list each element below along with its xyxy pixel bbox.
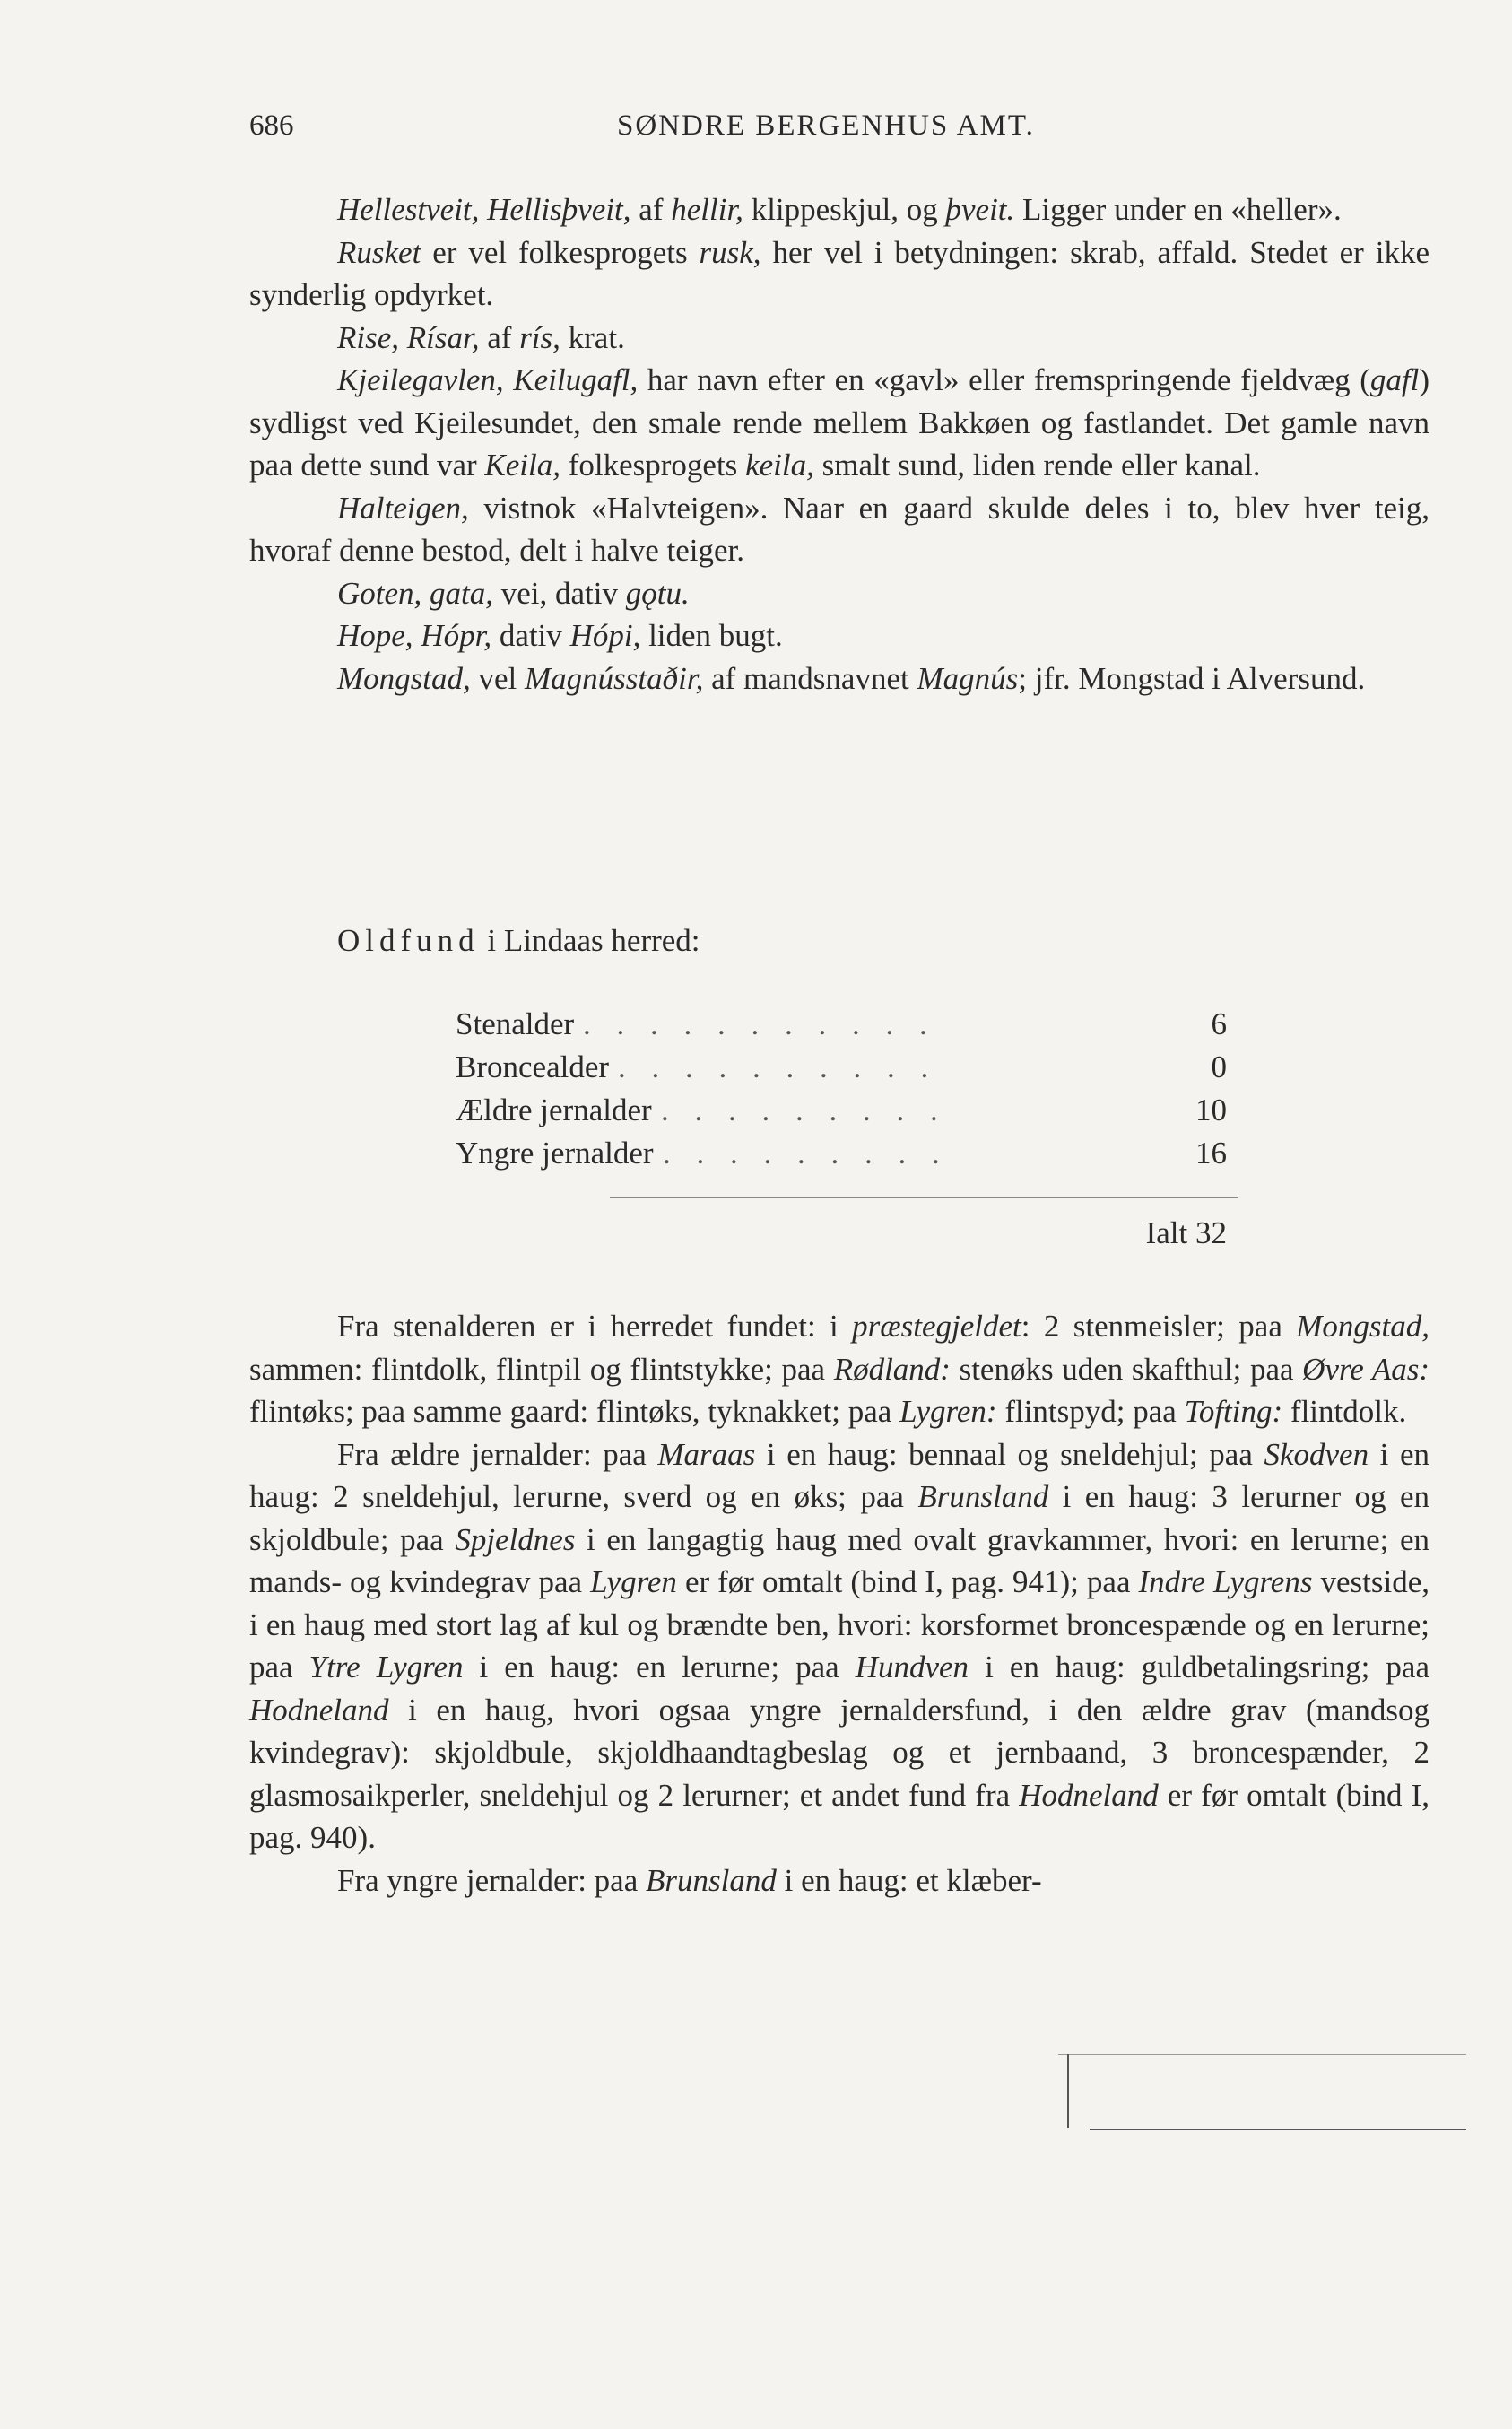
tally-label: Stenalder xyxy=(456,1006,575,1041)
text-run: dativ xyxy=(491,618,570,653)
tally-value: 6 xyxy=(1211,1006,1227,1041)
italic-term: keila, xyxy=(745,448,814,483)
paragraph xyxy=(249,614,1429,657)
text-run: er før omtalt (bind I, pag. 940). xyxy=(249,1777,1429,1855)
page-number: 686 xyxy=(249,109,294,142)
text-run: sammen: flintdolk, flintpil og flintstykke; paa xyxy=(249,1351,834,1387)
italic-term: Lygren xyxy=(590,1564,677,1599)
text-run: ) sydligst ved Kjeilesundet, den smale rende mellem Bakkøen og fastlandet. Det gamle navn paa dette sund var xyxy=(249,362,1430,483)
paragraph xyxy=(249,572,1429,615)
italic-term: Indre Lygrens xyxy=(1138,1564,1313,1599)
paragraph xyxy=(249,657,1429,701)
text-run: i en haug: bennaal og sneldehjul; paa xyxy=(755,1436,1264,1472)
italic-term: Brunsland xyxy=(917,1479,1049,1514)
tally-value: 10 xyxy=(1195,1093,1227,1127)
finds-tally-table xyxy=(456,1003,1227,1175)
italic-term: Tofting: xyxy=(1184,1394,1283,1429)
italic-term: Hope, Hópr, xyxy=(337,618,492,653)
text-run: er før omtalt (bind I, pag. 941); paa xyxy=(676,1564,1139,1599)
leader-dots: . . . . . . . . . xyxy=(661,1093,947,1127)
italic-term: Spjeldnes xyxy=(455,1521,576,1557)
tally-value: 0 xyxy=(1211,1049,1227,1084)
text-run: vestside, i en haug med stort lag af kul og brændte ben, hvori: korsformet broncespænde og en lerurne; paa xyxy=(249,1564,1429,1685)
italic-term: Rusket xyxy=(337,234,421,270)
text-run: Fra ældre jernalder: paa xyxy=(337,1436,658,1472)
italic-term: gafl xyxy=(1369,362,1420,397)
text-run: vei, dativ xyxy=(493,575,626,611)
italic-term: Mongstad, xyxy=(337,660,471,696)
italic-term: Skodven xyxy=(1264,1436,1369,1472)
oldfund-heading-rest: i Lindaas herred: xyxy=(479,923,700,958)
text-run: af mandsnavnet xyxy=(703,660,917,696)
tally-row xyxy=(456,1089,1227,1132)
text-run: i en haug: et klæber- xyxy=(776,1862,1042,1898)
italic-term: Goten, gata, xyxy=(337,575,494,611)
body-text-top xyxy=(249,188,1429,700)
text-run: Ligger under en «heller». xyxy=(1014,192,1342,227)
sum-rule xyxy=(610,1197,1238,1198)
paragraph xyxy=(249,487,1429,572)
paragraph xyxy=(249,231,1429,317)
paragraph xyxy=(249,1859,1429,1902)
text-run: krat. xyxy=(560,319,625,355)
italic-term: gǫtu. xyxy=(625,575,690,611)
scan-edge-line xyxy=(1058,2054,1466,2055)
text-run: folkesprogets xyxy=(560,448,746,483)
text-run: i en haug: 2 sneldehjul, lerurne, sverd og en øks; paa xyxy=(249,1436,1429,1514)
text-run: flintspyd; paa xyxy=(996,1394,1185,1429)
oldfund-heading-spaced: Oldfund xyxy=(337,923,480,958)
body-text-bottom xyxy=(249,1305,1429,1902)
tally-label: Yngre jernalder xyxy=(456,1136,654,1171)
leader-dots: . . . . . . . . . xyxy=(663,1136,949,1171)
italic-term: Hodneland xyxy=(249,1692,389,1728)
leader-dots: . . . . . . . . . . . xyxy=(583,1006,936,1041)
text-run: klippeskjul, og xyxy=(743,192,946,227)
italic-term: Hodneland xyxy=(1019,1777,1159,1813)
text-run: vel xyxy=(470,660,526,696)
italic-term: hellir, xyxy=(671,192,743,227)
italic-term: Hellestveit, Hellisþveit, xyxy=(337,192,631,227)
text-run: Fra yngre jernalder: paa xyxy=(337,1862,647,1898)
italic-term: Hundven xyxy=(855,1650,969,1685)
italic-term: Mongstad, xyxy=(1296,1309,1429,1344)
italic-term: Maraas xyxy=(657,1436,756,1472)
italic-term: Hópi, xyxy=(569,618,641,653)
tally-total: Ialt 32 xyxy=(1145,1215,1227,1250)
text-run: smalt sund, liden rende eller kanal. xyxy=(813,448,1261,483)
italic-term: rís, xyxy=(519,319,560,355)
text-run: har navn efter en «gavl» eller fremspringende fjeldvæg ( xyxy=(638,362,1370,397)
text-run: er vel folkesprogets xyxy=(421,234,700,270)
italic-term: Rødland: xyxy=(833,1351,951,1387)
text-run: af xyxy=(630,192,672,227)
italic-term: rusk, xyxy=(699,234,761,270)
paragraph xyxy=(249,188,1429,231)
paragraph xyxy=(249,317,1429,360)
text-run: ; jfr. Mongstad i Alversund. xyxy=(1018,660,1366,696)
text-run: i en haug: guldbetalingsring; paa xyxy=(969,1650,1430,1685)
italic-term: Halteigen, xyxy=(337,490,469,526)
running-title: SØNDRE BERGENHUS AMT. xyxy=(617,109,1035,142)
text-run: i en haug: en lerurne; paa xyxy=(463,1650,856,1685)
text-run: Fra stenalderen er i herredet fundet: i xyxy=(337,1309,853,1344)
text-run: i en langagtig haug med ovalt gravkammer, hvori: en lerurne; en mands- og kvindegrav paa xyxy=(249,1521,1429,1599)
italic-term: Kjeilegavlen, Keilugafl, xyxy=(337,362,639,397)
oldfund-heading xyxy=(249,919,1429,962)
paragraph xyxy=(249,359,1429,487)
text-run: i en haug: 3 lerurner og en skjoldbule; paa xyxy=(249,1479,1430,1557)
italic-term: Rise, Rísar, xyxy=(337,319,480,355)
tally-value: 16 xyxy=(1195,1136,1227,1171)
tally-label: Ældre jernalder xyxy=(456,1093,652,1127)
italic-term: præstegjeldet xyxy=(852,1309,1021,1344)
text-run: i en haug, hvori ogsaa yngre jernaldersfund, i den ældre grav (mandsog kvindegrav): skjoldbule, skjoldhaandtagbeslag og et jernbaand, 3 broncespænder, 2 glasmosaikperler, sneldehjul og 2 lerurner; et andet fund fra xyxy=(249,1692,1429,1813)
italic-term: Lygren: xyxy=(899,1394,997,1429)
italic-term: Keila, xyxy=(484,448,560,483)
text-run: her vel i betydningen: skrab, affald. Stedet er ikke synderlig opdyrket. xyxy=(249,234,1429,312)
running-header xyxy=(249,109,1429,154)
italic-term: Magnús xyxy=(917,660,1019,696)
text-run: flintdolk. xyxy=(1282,1394,1407,1429)
text-run: : 2 stenmeisler; paa xyxy=(1021,1309,1297,1344)
tally-label: Broncealder xyxy=(456,1049,610,1084)
paragraph xyxy=(249,1305,1429,1433)
text-run: flintøks; paa samme gaard: flintøks, tyknakket; paa xyxy=(249,1394,900,1429)
italic-term: Øvre Aas: xyxy=(1302,1351,1429,1387)
scan-edge-mark xyxy=(1067,2054,1073,2128)
text-run: vistnok «Halvteigen». Naar en gaard skulde deles i to, blev hver teig, hvoraf denne bestod, delt i halve teiger. xyxy=(249,490,1429,568)
tally-row xyxy=(456,1003,1227,1046)
paragraph xyxy=(249,1433,1429,1859)
scan-edge-underline xyxy=(1090,2129,1466,2130)
text-run: stenøks uden skafthul; paa xyxy=(950,1351,1303,1387)
tally-row xyxy=(456,1046,1227,1089)
text-run: liden bugt. xyxy=(640,618,783,653)
italic-term: Brunsland xyxy=(646,1862,777,1898)
italic-term: Ytre Lygren xyxy=(308,1650,464,1685)
tally-row xyxy=(456,1132,1227,1175)
text-run: af xyxy=(479,319,520,355)
leader-dots: . . . . . . . . . . xyxy=(618,1049,938,1084)
italic-term: þveit. xyxy=(945,192,1015,227)
italic-term: Magnússtaðir, xyxy=(525,660,704,696)
